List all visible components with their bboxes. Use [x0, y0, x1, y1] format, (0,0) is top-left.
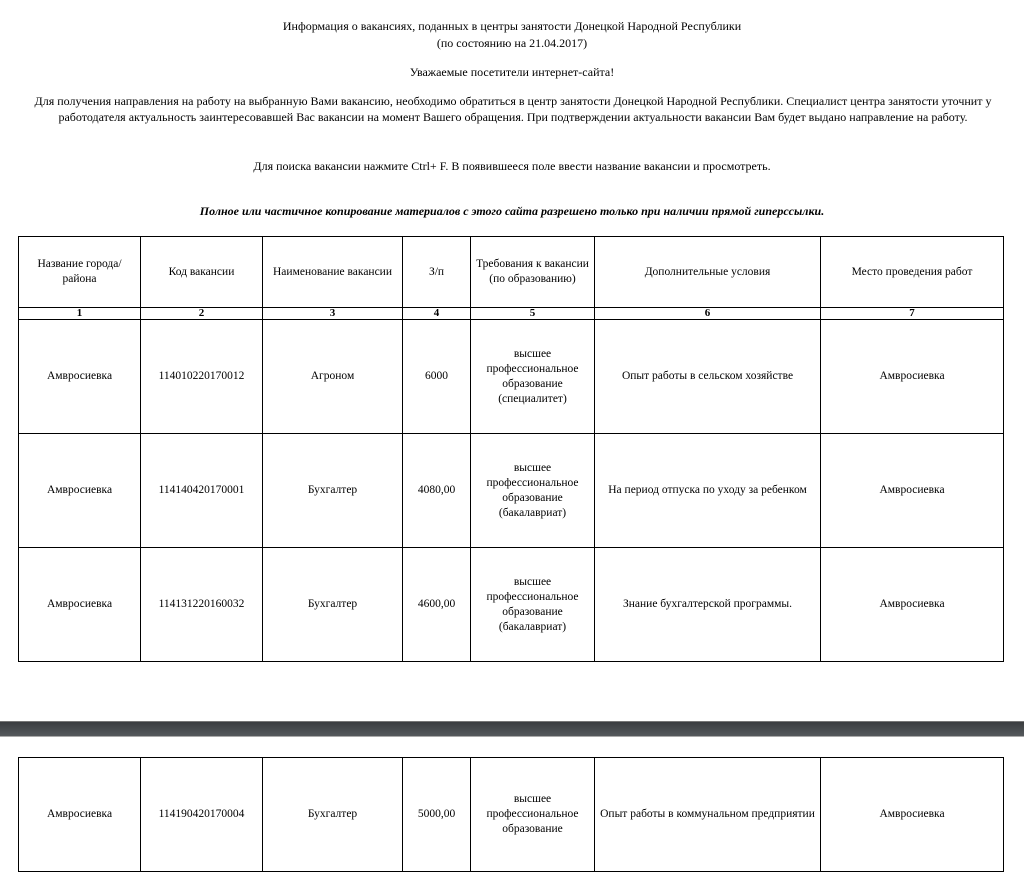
cell-city: Амвросиевка	[19, 548, 141, 662]
cell-conditions: Опыт работы в коммунальном предприятии	[595, 758, 821, 872]
cell-location: Амвросиевка	[821, 548, 1004, 662]
copyright-notice: Полное или частичное копирование материалов с этого сайта разрешено только при наличии прямой гиперссылки.	[199, 204, 825, 218]
cell-code: 114131220160032	[141, 548, 263, 662]
pdf-page-2	[0, 737, 1024, 834]
header-education: Требования к вакансии (по образованию)	[471, 237, 595, 308]
cell-name: Агроном	[263, 320, 403, 434]
table-row	[19, 758, 1004, 872]
header-row	[19, 237, 1004, 308]
cell-education: высшее профессиональное образование (специалитет)	[471, 320, 595, 434]
cell-education: высшее профессиональное образование (бакалавриат)	[471, 548, 595, 662]
cell-city: Амвросиевка	[19, 758, 141, 872]
cell-name: Бухгалтер	[263, 758, 403, 872]
vacancy-table-continued	[18, 757, 1004, 872]
header-name: Наименование вакансии	[263, 237, 403, 308]
cell-name: Бухгалтер	[263, 548, 403, 662]
document-title: Информация о вакансиях, поданных в центры занятости Донецкой Народной Республики	[282, 19, 742, 33]
cell-salary: 6000	[403, 320, 471, 434]
table-row	[19, 548, 1004, 662]
cell-name: Бухгалтер	[263, 434, 403, 548]
greeting: Уважаемые посетители интернет-сайта!	[409, 65, 615, 79]
col-num: 5	[471, 308, 595, 320]
vacancy-table	[18, 236, 1004, 662]
date-line: (по состоянию на 21.04.2017)	[436, 36, 588, 50]
cell-location: Амвросиевка	[821, 758, 1004, 872]
header-salary: З/п	[403, 237, 471, 308]
header-city: Название города/района	[19, 237, 141, 308]
cell-location: Амвросиевка	[821, 320, 1004, 434]
intro-paragraph: Для получения направления на работу на выбранную Вами вакансию, необходимо обратиться в центр занятости Донецкой Народной Республики. Специалист центра занятости уточнит у работодателя актуальность заинтересовавшей Вас вакансии на момент Вашего обращения. При подтверждении актуальности вакансии Вам будет выдано направление на работу.	[34, 94, 992, 124]
search-hint: Для поиска вакансии нажмите Ctrl+ F. В появившееся поле ввести название вакансии и просмотреть.	[253, 159, 771, 173]
cell-location: Амвросиевка	[821, 434, 1004, 548]
table-row	[19, 434, 1004, 548]
col-num: 4	[403, 308, 471, 320]
col-num: 3	[263, 308, 403, 320]
column-number-row	[19, 308, 1004, 320]
cell-conditions: Знание бухгалтерской программы.	[595, 548, 821, 662]
cell-salary: 4080,00	[403, 434, 471, 548]
cell-city: Амвросиевка	[19, 320, 141, 434]
cell-salary: 5000,00	[403, 758, 471, 872]
cell-conditions: Опыт работы в сельском хозяйстве	[595, 320, 821, 434]
header-code: Код вакансии	[141, 237, 263, 308]
col-num: 6	[595, 308, 821, 320]
col-num: 2	[141, 308, 263, 320]
cell-conditions: На период отпуска по уходу за ребенком	[595, 434, 821, 548]
header-location: Место проведения работ	[821, 237, 1004, 308]
cell-education: высшее профессиональное образование	[471, 758, 595, 872]
table-row	[19, 320, 1004, 434]
cell-education: высшее профессиональное образование (бакалавриат)	[471, 434, 595, 548]
col-num: 1	[19, 308, 141, 320]
col-num: 7	[821, 308, 1004, 320]
cell-code: 114190420170004	[141, 758, 263, 872]
cell-salary: 4600,00	[403, 548, 471, 662]
cell-code: 114010220170012	[141, 320, 263, 434]
page-separator	[0, 721, 1024, 737]
header-conditions: Дополнительные условия	[595, 237, 821, 308]
cell-code: 114140420170001	[141, 434, 263, 548]
cell-city: Амвросиевка	[19, 434, 141, 548]
